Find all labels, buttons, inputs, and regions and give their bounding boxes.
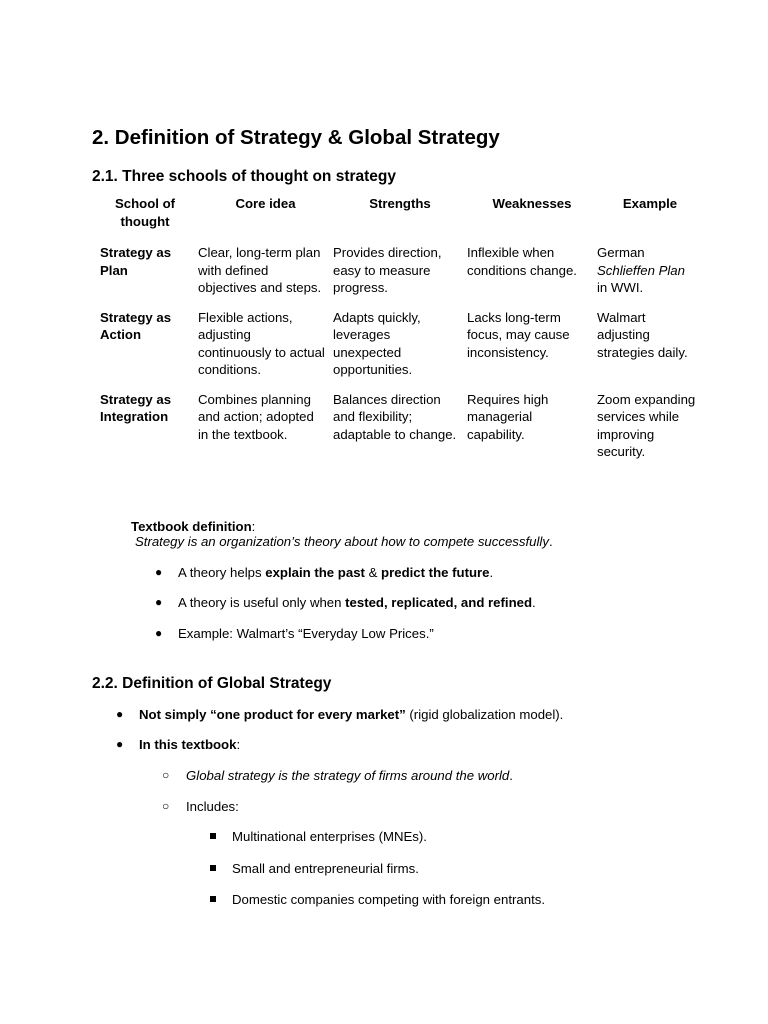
cell-weaknesses: Inflexible when conditions change. <box>467 245 577 278</box>
list-item: Small and entrepreneurial firms. <box>232 861 419 876</box>
cell-example: Zoom expanding services while improving security. <box>597 391 696 459</box>
example-text: German <box>597 245 645 260</box>
bullet-icon: ● <box>116 707 124 721</box>
bullet-text: A theory helps <box>178 565 266 580</box>
cell-weaknesses: Lacks long-term focus, may cause inconsistency. <box>467 309 570 360</box>
circle-bullet-icon: ○ <box>162 768 170 782</box>
bullet-bold: Not simply “one product for every market” <box>139 707 406 722</box>
cell-school: Strategy as Integration <box>100 391 172 424</box>
global-bullet-1 <box>139 706 563 724</box>
definition-end: . <box>548 534 553 549</box>
table-row <box>92 309 703 391</box>
sub-bullet-1 <box>186 767 513 785</box>
sub-bullet-italic: Global strategy is the strategy of firms around the world <box>186 768 510 783</box>
global-bullet-2 <box>139 736 240 754</box>
bullet-bold: tested, replicated, and refined <box>345 595 533 610</box>
table-row <box>92 391 703 473</box>
square-bullet-icon <box>210 865 216 871</box>
bullet-bold: In this textbook <box>139 737 237 752</box>
example-italic: Schlieffen Plan <box>597 262 685 278</box>
cell-core: Combines planning and action; adopted in the textbook. <box>198 391 314 442</box>
bullet-text: . <box>532 595 536 610</box>
header-core-idea: Core idea <box>235 196 296 211</box>
bullet-icon: ● <box>155 595 163 609</box>
header-strengths: Strengths <box>369 196 431 211</box>
theory-bullet-3: Example: Walmart’s “Everyday Low Prices.” <box>178 626 434 641</box>
cell-strengths: Provides direction, easy to measure progress. <box>333 245 442 295</box>
definition-text-line <box>135 533 553 551</box>
cell-school: Strategy as Plan <box>100 245 172 278</box>
cell-school: Strategy as Action <box>100 309 172 342</box>
definition-label: Textbook definition <box>131 519 252 534</box>
cell-example: Walmart adjusting strategies daily. <box>597 309 688 360</box>
bullet-icon: ● <box>155 565 163 579</box>
example-text-end: in WWI. <box>597 280 644 295</box>
list-item: Domestic companies competing with foreign entrants. <box>232 892 545 907</box>
header-example: Example <box>622 196 678 211</box>
circle-bullet-icon: ○ <box>162 799 170 813</box>
schools-table <box>92 195 703 473</box>
bullet-bold: predict the future <box>381 565 490 580</box>
page-title: 2. Definition of Strategy & Global Strategy <box>92 126 500 149</box>
bullet-text: & <box>364 565 382 580</box>
theory-bullet-2 <box>178 594 536 612</box>
bullet-icon: ● <box>155 626 163 640</box>
cell-example <box>597 244 703 309</box>
bullet-bold: explain the past <box>265 565 365 580</box>
bullet-text: A theory is useful only when <box>178 595 346 610</box>
cell-strengths: Adapts quickly, leverages unexpected opportunities. <box>333 309 421 377</box>
header-weaknesses: Weaknesses <box>492 196 572 211</box>
section-2-2-title: 2.2. Definition of Global Strategy <box>92 675 332 692</box>
cell-strengths: Balances direction and flexibility; adaptable to change. <box>333 391 457 442</box>
table-row <box>92 244 703 309</box>
cell-core: Flexible actions, adjusting continuously to actual conditions. <box>198 309 325 377</box>
square-bullet-icon <box>210 833 216 839</box>
bullet-text: (rigid globalization model). <box>405 707 564 722</box>
square-bullet-icon <box>210 896 216 902</box>
theory-bullet-1 <box>178 564 493 582</box>
cell-weaknesses: Requires high managerial capability. <box>467 391 549 442</box>
cell-core: Clear, long-term plan with defined objectives and steps. <box>198 245 322 295</box>
bullet-text: . <box>489 565 494 580</box>
section-2-1-title: 2.1. Three schools of thought on strategy <box>92 168 397 185</box>
bullet-icon: ● <box>116 737 124 751</box>
table-header-row <box>92 195 703 244</box>
sub-bullet-2: Includes: <box>186 799 239 814</box>
definition-colon: : <box>251 519 256 534</box>
header-school: School of thought <box>114 196 176 229</box>
definition-text: Strategy is an organization’s theory about how to compete successfully <box>135 534 549 549</box>
sub-bullet-end: . <box>509 768 513 783</box>
list-item: Multinational enterprises (MNEs). <box>232 829 427 844</box>
bullet-text: : <box>236 737 241 752</box>
